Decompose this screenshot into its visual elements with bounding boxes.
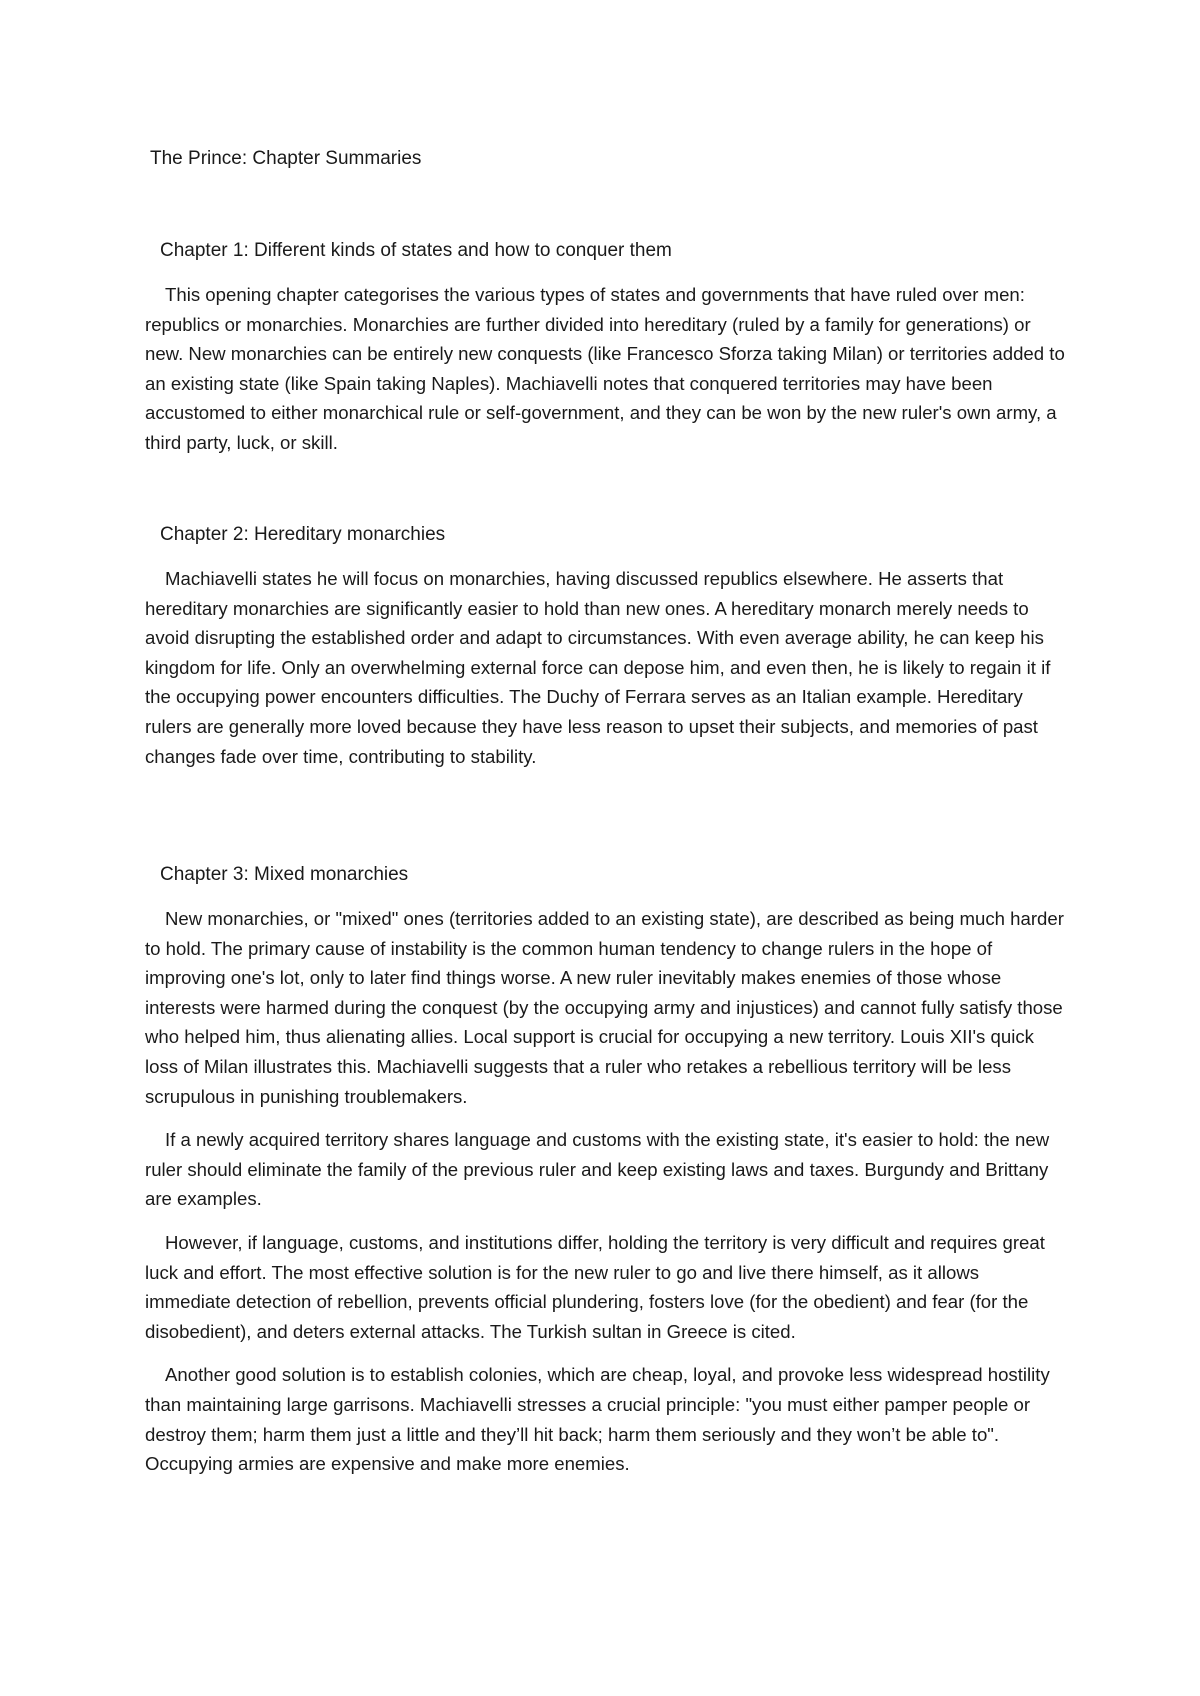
chapter-3-paragraph-4: Another good solution is to establish colonies, which are cheap, loyal, and provoke less widespread hostility than maintaining large garrisons. Machiavelli stresses a crucial principle: "you must either pamper people or destroy them; harm them just a little and they’ll hit back; harm them seriously and they won’t be able to". Occupying armies are expensive and make more enemies.: [145, 1364, 1050, 1475]
chapter-2-section: [145, 520, 1065, 785]
chapter-1-section: [145, 236, 1065, 472]
chapter-3-section: [145, 860, 1065, 1493]
chapter-3-paragraph-1: New monarchies, or "mixed" ones (territories added to an existing state), are described as being much harder to hold. The primary cause of instability is the common human tendency to change rulers in the hope of improving one's lot, only to later find things worse. A new ruler inevitably makes enemies of those whose interests were harmed during the conquest (by the occupying army and injustices) and cannot fully satisfy those who helped him, thus alienating allies. Local support is crucial for occupying a new territory. Louis XII's quick loss of Milan illustrates this. Machiavelli suggests that a ruler who retakes a rebellious territory will be less scrupulous in punishing troublemakers.: [145, 908, 1064, 1107]
chapter-3-paragraph-2: If a newly acquired territory shares language and customs with the existing state, it's easier to hold: the new ruler should eliminate the family of the previous ruler and keep existing laws and taxes. Burgundy and Brittany are examples.: [145, 1129, 1050, 1210]
chapter-1-paragraph-1: This opening chapter categorises the various types of states and governments that have ruled over men: republics or monarchies. Monarchies are further divided into hereditary (ruled by a family for generations) or new. New monarchies can be entirely new conquests (like Francesco Sforza taking Milan) or territories added to an existing state (like Spain taking Naples). Machiavelli notes that conquered territories may have been accustomed to either monarchical rule or self-government, and they can be won by the new ruler's own army, a third party, luck, or skill.: [145, 284, 1065, 453]
document-title: The Prince: Chapter Summaries: [150, 148, 422, 169]
chapter-3-heading: Chapter 3: Mixed monarchies: [160, 864, 409, 885]
chapter-1-heading: Chapter 1: Different kinds of states and how to conquer them: [160, 240, 672, 261]
chapter-2-paragraph-1: Machiavelli states he will focus on monarchies, having discussed republics elsewhere. He asserts that hereditary monarchies are significantly easier to hold than new ones. A hereditary monarch merely needs to avoid disrupting the established order and adapt to circumstances. With even average ability, he can keep his kingdom for life. Only an overwhelming external force can depose him, and even then, he is likely to regain it if the occupying power encounters difficulties. The Duchy of Ferrara serves as an Italian example. Hereditary rulers are generally more loved because they have less reason to upset their subjects, and memories of past changes fade over time, contributing to stability.: [145, 568, 1051, 767]
chapter-3-paragraph-3: However, if language, customs, and institutions differ, holding the territory is very difficult and requires great luck and effort. The most effective solution is for the new ruler to go and live there himself, as it allows immediate detection of rebellion, prevents official plundering, fosters love (for the obedient) and fear (for the disobedient), and deters external attacks. The Turkish sultan in Greece is cited.: [145, 1231, 1045, 1342]
chapter-2-heading: Chapter 2: Hereditary monarchies: [160, 524, 446, 545]
